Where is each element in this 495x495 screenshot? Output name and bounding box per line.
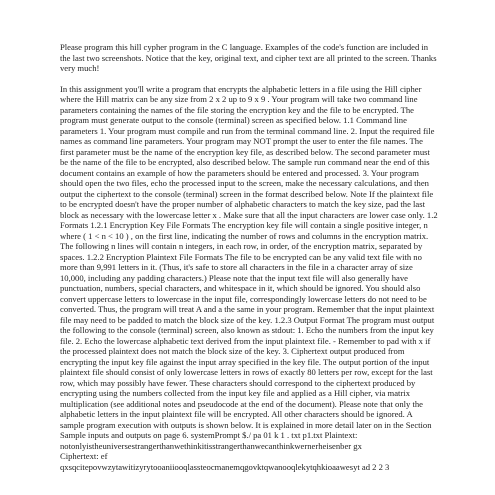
ciphertext-line: qxsqcitepovwzytawitizyrytooaniiooqlassteocmanemqgovktqwanooqlekytqhkioaawesyt ad 2 2 3 — [60, 461, 390, 472]
assignment-paragraph — [60, 84, 438, 441]
ciphertext-label: Ciphertext: ef — [60, 451, 108, 461]
plaintext-line: notonlyistheuniversestrangerthanwethinkitisstrangerthanwecanthinkwernerheisenber gx — [60, 440, 362, 451]
assignment-text: In this assignment you'll write a program that encrypts the alphabetic letters in a file using the Hill cipher where the Hill matrix can be any size from 2 x 2 up to 9 x 9 . Your program will take two command line parameters containing the names of the file storing the encryption key and the file to be encrypted. The program must generate output to the console (terminal) screen as specified below. 1.1 Command line parameters 1. Your program must compile and run from the terminal command line. 2. Input the required file names as command line parameters. Your program may NOT prompt the user to enter the file names. The first parameter must be the name of the encryption key file, as described below. The second parameter must be the name of the file to be encrypted, also described below. The sample run command near the end of this document contains an example of how the parameters should be entered and processed. 3. Your program should open the two files, echo the processed input to the screen, make the necessary calculations, and then output the ciphertext to the console (terminal) screen in the format described below. Note If the plaintext file to be encrypted doesn't have the proper number of alphabetic characters to match the key size, pad the last block as necessary with the lowercase letter x . Make sure that all the input characters are lower case only. 1.2 Formats 1.2.1 Encryption Key File Formats The encryption key file will contain a single positive integer, n where ( 1 < n < 10 ) , on the first line, indicating the number of rows and columns in the encryption matrix. The following n lines will contain n integers, in each row, in order, of the encryption matrix, separated by spaces. 1.2.2 Encryption Plaintext File Formats The file to be encrypted can be any valid text file with no more than 9,991 letters in it. (Thus, it's safe to store all characters in the file in a character array of size 10,000, including any padding characters.) Please note that the input text file will also generally have punctuation, numbers, special characters, and whitespace in it, which should be ignored. You should also convert uppercase letters to lowercase in the input file, correspondingly lowercase letters do not need to be converted. Thus, the program will treat A and a the same in your program. Remember that the input plaintext file may need to be padded to match the block size of the key. 1.2.3 Output Format The program must output the following to the console (terminal) screen, also known as stdout: 1. Echo the numbers from the input key file. 2. Echo the lowercase alphabetic text derived from the input plaintext file. - Remember to pad with x if the processed plaintext does not match the block size of the key. 3. Ciphertext output produced from encrypting the input key file against the input array specified in the key file. The output portion of the input plaintext file should consist of only lowercase letters in rows of exactly 80 letters per row, except for the last row, which may possibly have fewer. These characters should correspond to the ciphertext produced by encrypting using the numbers collected from the input key file and applied as a Hill cipher, via matrix multiplication (see additional notes and pseudocode at the end of the document). Please note that only the alphabetic letters in the input plaintext file will be encrypted. All other characters should be ignored. A sample program execution with outputs is shown below. It is explained in more detail later on in the Section Sample inputs and outputs on page 6. systemPrompt $./ pa 01 k 1 . txt p1.txt Plaintext: — [60, 83, 438, 440]
intro-paragraph: Please program this hill cypher program in the C language. Examples of the code's function are included in the last two screenshots. Notice that the key, original text, and cipher text are all printed to the screen. Thanks very much! — [60, 42, 437, 73]
document-page — [60, 42, 438, 472]
